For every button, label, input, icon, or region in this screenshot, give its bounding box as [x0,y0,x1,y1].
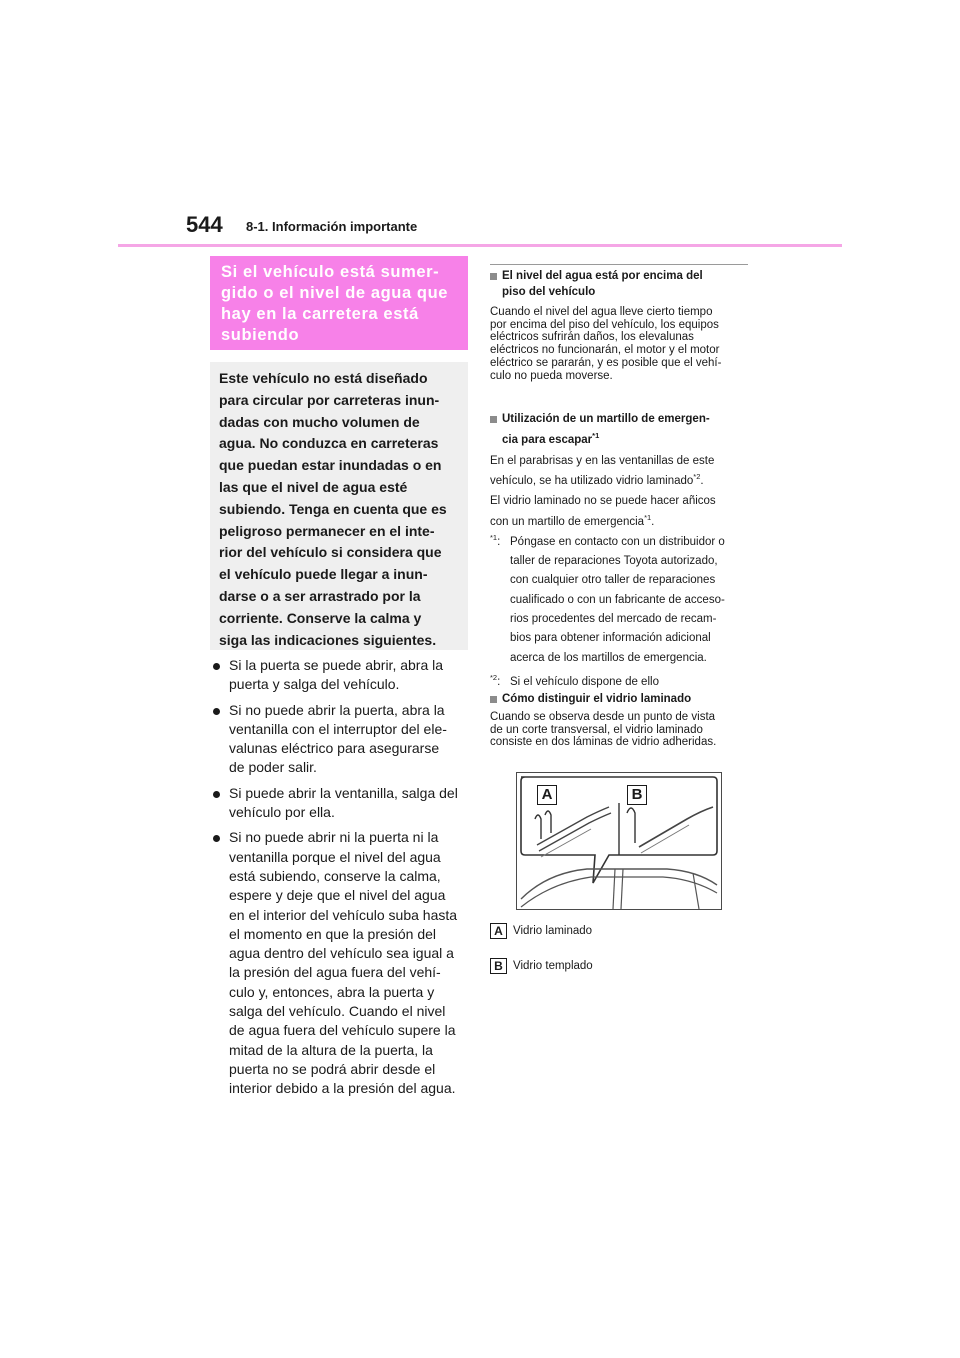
section-heading [490,692,752,707]
footnote-mark: $^{*2}$: [490,672,501,688]
heading-line: Cómo distinguir el vidrio laminado [502,693,692,705]
bullet-text: ventanilla con el interruptor del ele- [229,720,447,737]
legend-item [490,923,592,939]
body-line: culo no pueda moverse. [490,369,613,382]
section-body [490,306,752,382]
square-bullet-icon [490,416,497,423]
section-divider [490,264,748,265]
body-line: vehículo, se ha utilizado vidrio laminado$^{*2}$. [490,472,704,488]
bullet-text: espere y deje que el nivel del agua [229,887,446,904]
body-line: consiste en dos láminas de vidrio adheridas. [490,736,717,749]
warning-line: agua. No conduzca en carreteras [219,435,439,452]
chapter-title: 8-1. Información importante [246,219,418,234]
bullet-dot-icon [213,663,220,670]
warning-line: peligroso permanecer en el inte- [219,522,435,539]
heading-line: Utilización de un martillo de emergen- [502,413,710,425]
body-line: Cuando el nivel del agua lleve cierto tiempo [490,306,713,318]
section-body [490,711,752,749]
footnote-line: rios procedentes del mercado de recam- [510,613,717,625]
body-line: con un martillo de emergencia$^{*1}$. [490,512,655,528]
body-line: Cuando se observa desde un punto de vista [490,711,716,723]
warning-line: dadas con mucho volumen de [219,413,420,430]
section-heading [490,409,752,451]
warning-line: darse o a ser arrastrado por la [219,587,421,604]
body-line: El vidrio laminado no se puede hacer añicos [490,495,716,508]
section-body [490,451,752,532]
legend-text: Vidrio laminado [513,925,593,938]
legend-key: B [490,958,507,974]
warning-line: corriente. Conserve la calma y [219,609,422,626]
warning-box [210,362,468,650]
body-line: por encima del piso del vehículo, los equipos [490,318,719,331]
bullet-text: salga del vehículo. Cuando el nivel [229,1003,446,1020]
bullet-text: el momento en que la presión del [229,925,437,942]
body-line: eléctricos sufrirán daños, los elevalunas [490,331,694,344]
section-title-line: hay en la carretera está [221,305,419,323]
heading-line: cia para escapar$^{*1}$ [502,431,600,446]
square-bullet-icon [490,696,497,703]
bullet-text: puerta y salga del vehículo. [229,676,400,693]
footnote [490,533,752,668]
footnote-line: bios para obtener información adicional [510,632,711,645]
footnote-line: acerca de los martillos de emergencia. [510,651,707,664]
bullet-item [210,656,472,695]
bullet-text: interior debido a la presión del agua. [229,1080,456,1097]
heading-line: El nivel del agua está por encima del [502,270,703,282]
legend-text: Vidrio templado [513,960,593,973]
bullet-text: Si la puerta se puede abrir, abra la [229,657,444,673]
bullet-text: valunas eléctrico para asegurarse [229,740,440,757]
label-b-box: B [627,785,647,805]
bullet-text: culo y, entonces, abra la puerta y [229,983,435,1000]
body-line: eléctrico se pararán, y es posible que el vehí- [490,356,722,369]
warning-line: siga las indicaciones siguientes. [219,631,437,648]
bullet-text: de agua fuera del vehículo supere la [229,1022,456,1039]
bullet-text: de poder salir. [229,759,317,776]
bullet-text: en el interior del vehículo suba hasta [229,906,458,923]
bullet-text: agua dentro del vehículo sea igual a [229,945,454,962]
body-line: eléctricos no funcionarán, el motor y el motor [490,344,720,357]
legend-key: A [490,923,507,939]
bullet-text: Si no puede abrir ni la puerta ni la [229,829,439,846]
bullet-dot-icon [213,708,220,715]
footnote-line: cualificado o con un fabricante de acceso- [510,593,725,606]
footnote-line: Si el vehículo dispone de ello [510,675,659,688]
warning-line: Este vehículo no está diseñado [219,370,428,386]
bullet-text: la presión del agua fuera del vehí- [229,964,441,981]
bullet-item [210,828,472,1098]
warning-line: rior del vehículo si considera que [219,544,442,561]
bullet-text: ventanilla porque el nivel del agua [229,848,441,865]
section-title-box [210,256,468,350]
legend-item [490,958,593,974]
footnote-line: taller de reparaciones Toyota autorizado, [510,555,718,568]
footnote-line: con cualquier otro taller de reparaciones [510,574,716,587]
section-emergency-hammer [490,409,752,692]
warning-line: las que el nivel de agua esté [219,478,408,495]
bullet-text: está subiendo, conserve la calma, [229,867,441,884]
section-title-line: Si el vehículo está sumer- [221,263,440,281]
warning-line: el vehículo puede llegar a inun- [219,566,428,583]
bullet-item [210,701,472,778]
bullet-text: Si no puede abrir la puerta, abra la [229,701,445,718]
body-line: En el parabrisas y en las ventanillas de este [490,455,715,467]
section-laminated-glass [490,692,752,749]
warning-line: para circular por carreteras inun- [219,391,440,408]
header-rule [118,244,842,247]
glass-cross-section-illustration [516,772,722,910]
page-number: 544 [186,212,223,237]
body-line: de un corte transversal, el vidrio laminado [490,723,703,736]
footnote-line: Póngase en contacto con un distribuidor o [510,535,725,548]
bullet-item [210,784,472,823]
bullet-text: mitad de la altura de la puerta, la [229,1041,433,1058]
warning-line: que puedan estar inundadas o en [219,457,442,474]
label-a-box: A [537,785,557,805]
bullet-text: vehículo por ella. [229,804,335,821]
footnote-mark: $^{*1}$: [490,532,501,548]
bullet-dot-icon [213,791,220,798]
bullet-text: puerta no se podrá abrir desde el [229,1060,436,1077]
heading-line: piso del vehículo [502,285,596,298]
section-title-line: subiendo [221,326,300,344]
bullet-dot-icon [213,835,220,842]
bullet-list [210,656,472,1105]
footnote [490,673,752,692]
section-heading [490,269,752,300]
section-water-level [490,269,752,382]
bullet-text: Si puede abrir la ventanilla, salga del [229,784,458,801]
square-bullet-icon [490,273,497,280]
warning-line: subiendo. Tenga en cuenta que es [219,500,447,517]
section-title-line: gido o el nivel de agua que [221,284,449,302]
